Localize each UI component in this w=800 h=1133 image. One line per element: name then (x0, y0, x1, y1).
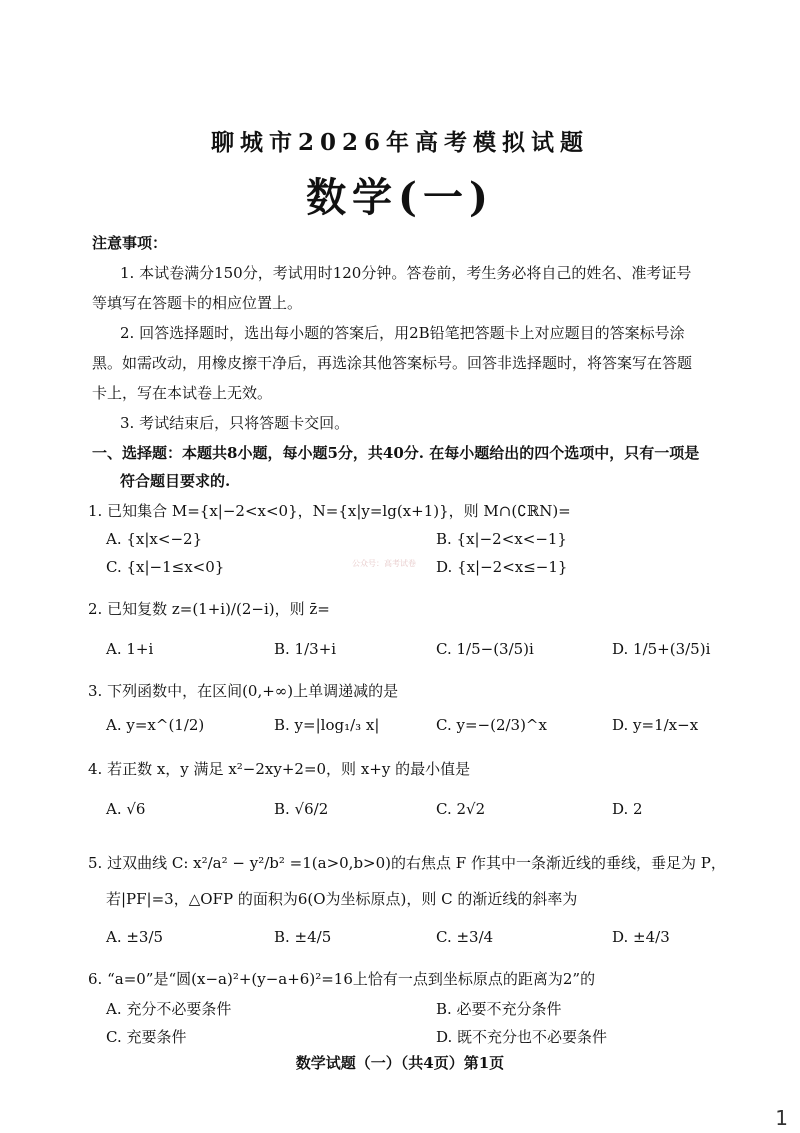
option-c: C. 充要条件 (106, 1028, 187, 1046)
notice-line: 2. 回答选择题时，选出每小题的答案后，用2B铅笔把答题卡上对应题目的答案标号涂 (120, 324, 685, 342)
notice-heading: 注意事项： (92, 234, 168, 252)
option-a: A. y=x^(1/2) (106, 716, 205, 734)
option-c: C. ±3/4 (436, 928, 494, 946)
question-stem: 3. 下列函数中，在区间(0,+∞)上单调递减的是 (88, 682, 399, 700)
notice-line: 卡上，写在本试卷上无效。 (92, 384, 273, 402)
option-d: D. ±4/3 (612, 928, 670, 946)
question-stem: 2. 已知复数 z=(1+i)/(2−i)，则 z̄= (88, 600, 330, 618)
option-b: B. 必要不充分条件 (436, 1000, 562, 1018)
question-stem: 5. 过双曲线 C: x²/a² − y²/b² =1(a>0,b>0)的右焦点 F 作其中一条渐近线的垂线，垂足为 P， (88, 854, 726, 872)
option-c: C. 2√2 (436, 800, 486, 818)
notice-line: 等填写在答题卡的相应位置上。 (92, 294, 303, 312)
exam-title: 聊城市2026年高考模拟试题 (210, 129, 589, 156)
question-stem: 1. 已知集合 M={x|−2<x<0}，N={x|y=lg(x+1)}，则 M∩(∁ℝN)= (88, 502, 571, 520)
notice-line: 3. 考试结束后，只将答题卡交回。 (120, 414, 350, 432)
section-heading: 符合题目要求的. (120, 472, 231, 490)
option-c: C. y=−(2/3)^x (436, 716, 547, 734)
option-d: D. 既不充分也不必要条件 (436, 1028, 608, 1046)
option-b: B. 1/3+i (274, 640, 337, 658)
option-d: D. y=1/x−x (612, 716, 699, 734)
option-b: B. √6/2 (274, 800, 329, 818)
page-footer: 数学试题（一）（共4页）第1页 (295, 1054, 505, 1072)
option-a: A. 充分不必要条件 (106, 1000, 232, 1018)
option-a: A. ±3/5 (106, 928, 164, 946)
section-heading: 一、选择题：本题共8小题，每小题5分，共40分. 在每小题给出的四个选项中，只有一项是 (92, 444, 700, 462)
option-c: C. {x|−1≤x<0} (106, 558, 225, 576)
watermark: 公众号：高考试卷 (352, 559, 416, 568)
option-d: D. 2 (612, 800, 643, 818)
question-stem-continued: 若|PF|=3，△OFP 的面积为6(O为坐标原点)，则 C 的渐近线的斜率为 (106, 890, 578, 908)
question-stem: 6. “a=0”是“圆(x−a)²+(y−a+6)²=16上恰有一点到坐标原点的距离为2”的 (88, 970, 596, 988)
notice-line: 黑。如需改动，用橡皮擦干净后，再选涂其他答案标号。回答非选择题时，将答案写在答题 (92, 354, 693, 372)
option-a: A. 1+i (106, 640, 154, 658)
option-d: D. 1/5+(3/5)i (612, 640, 711, 658)
option-b: B. y=|log₁/₃ x| (274, 716, 380, 734)
option-a: A. {x|x<−2} (106, 530, 203, 548)
question-stem: 4. 若正数 x，y 满足 x²−2xy+2=0，则 x+y 的最小值是 (88, 760, 471, 778)
option-b: B. ±4/5 (274, 928, 332, 946)
option-c: C. 1/5−(3/5)i (436, 640, 534, 658)
subject-title: 数学(一) (306, 174, 494, 221)
option-b: B. {x|−2<x<−1} (436, 530, 567, 548)
option-a: A. √6 (106, 800, 146, 818)
option-d: D. {x|−2<x≤−1} (436, 558, 568, 576)
page-number: 1 (775, 1106, 788, 1130)
notice-line: 1. 本试卷满分150分，考试用时120分钟。答卷前，考生务必将自己的姓名、准考证号 (120, 264, 692, 282)
